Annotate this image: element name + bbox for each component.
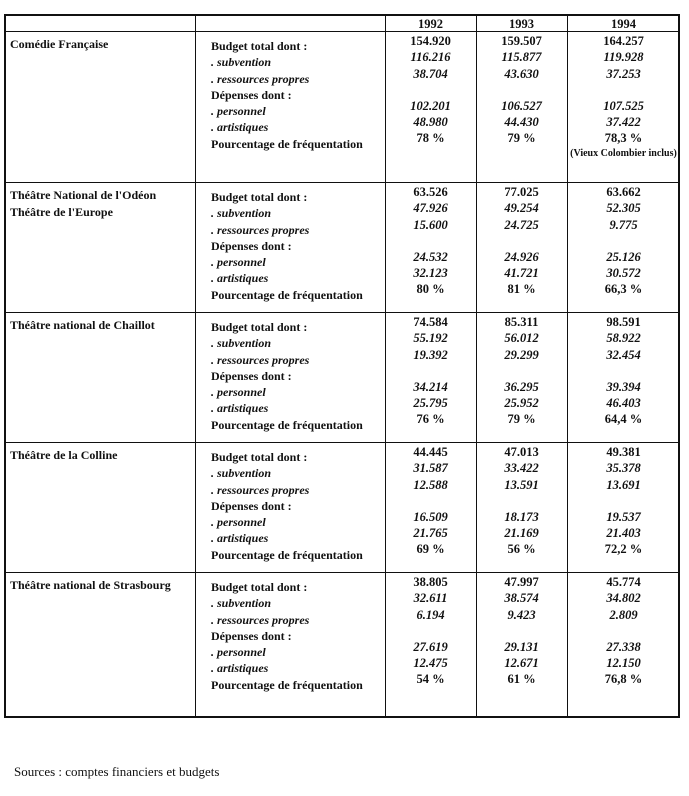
label-depenses: Dépenses dont : [211, 628, 292, 643]
value-frequentation: 78,3 % [604, 131, 643, 146]
theatre-row [4, 183, 680, 313]
value-artistiques: 21.169 [504, 526, 539, 541]
value-frequentation: 56 % [507, 542, 536, 557]
label-frequentation: Pourcentage de fréquentation [211, 136, 363, 151]
value-ressources: 24.725 [504, 217, 539, 232]
value-frequentation: 76,8 % [604, 672, 643, 687]
value-frequentation: 81 % [507, 282, 536, 297]
value-artistiques: 32.123 [413, 266, 448, 281]
year-header-1992: 1992 [418, 17, 443, 31]
value-personnel: 24.926 [504, 249, 539, 264]
value-subvention: 119.928 [603, 50, 644, 65]
value-subvention: 115.877 [501, 50, 542, 65]
label-budget: Budget total dont : [211, 190, 308, 204]
value-frequentation: 72,2 % [604, 542, 643, 557]
value-ressources: 15.600 [413, 217, 448, 232]
theatre-row [4, 32, 680, 183]
value-personnel: 25.126 [606, 249, 641, 264]
value-ressources: 43.630 [504, 66, 539, 81]
value-personnel: 34.214 [413, 379, 448, 394]
label-artistiques: . artistiques [211, 661, 269, 676]
row-labels [211, 579, 383, 693]
column-divider [195, 183, 196, 312]
value-note: (Vieux Colombier inclus) [570, 147, 677, 159]
label-depenses: Dépenses dont : [211, 238, 292, 253]
value-ressources: 9.775 [609, 217, 638, 232]
label-ressources: . ressources propres [211, 482, 310, 497]
label-artistiques: . artistiques [211, 531, 269, 546]
label-ressources: . ressources propres [211, 612, 310, 627]
values-1992 [385, 574, 476, 688]
value-budget: 44.445 [413, 445, 448, 459]
label-ressources: . ressources propres [211, 352, 310, 367]
value-subvention: 116.216 [410, 50, 451, 65]
year-header-1994: 1994 [611, 17, 636, 31]
column-divider [195, 16, 196, 31]
value-budget: 49.381 [606, 445, 641, 459]
label-ressources: . ressources propres [211, 222, 310, 237]
value-subvention: 35.378 [606, 461, 641, 476]
row-labels [211, 38, 383, 152]
value-artistiques: 41.721 [504, 266, 539, 281]
label-frequentation: Pourcentage de fréquentation [211, 287, 363, 302]
value-budget: 77.025 [504, 185, 539, 199]
value-ressources: 12.588 [413, 477, 448, 492]
value-artistiques: 12.475 [413, 656, 448, 671]
values-1994 [567, 33, 680, 160]
value-budget: 63.526 [413, 185, 448, 199]
value-budget: 154.920 [410, 34, 451, 48]
sources-note: Sources : comptes financiers et budgets [14, 764, 220, 779]
value-frequentation: 64,4 % [604, 412, 643, 427]
theatre-name: Théâtre de la Colline [10, 448, 118, 462]
value-subvention: 56.012 [504, 331, 539, 346]
label-artistiques: . artistiques [211, 401, 269, 416]
values-1993 [476, 574, 567, 688]
label-subvention: . subvention [211, 206, 272, 221]
label-frequentation: Pourcentage de fréquentation [211, 417, 363, 432]
value-personnel: 36.295 [504, 379, 539, 394]
value-budget: 45.774 [606, 575, 641, 589]
column-divider [195, 573, 196, 716]
value-personnel: 106.527 [501, 98, 542, 113]
value-artistiques: 21.403 [606, 526, 641, 541]
theatre-name: Comédie Française [10, 37, 109, 51]
label-personnel: . personnel [211, 255, 266, 270]
value-subvention: 52.305 [606, 201, 641, 216]
label-frequentation: Pourcentage de fréquentation [211, 547, 363, 562]
label-personnel: . personnel [211, 645, 266, 660]
values-1994 [567, 444, 680, 558]
value-artistiques: 37.422 [606, 115, 641, 130]
value-frequentation: 79 % [507, 131, 536, 146]
values-1992 [385, 33, 476, 147]
values-1992 [385, 184, 476, 298]
value-artistiques: 48.980 [413, 115, 448, 130]
value-subvention: 49.254 [504, 201, 539, 216]
label-budget: Budget total dont : [211, 450, 308, 464]
value-artistiques: 44.430 [504, 115, 539, 130]
value-subvention: 38.574 [504, 591, 539, 606]
value-artistiques: 25.952 [504, 396, 539, 411]
value-subvention: 58.922 [606, 331, 641, 346]
value-ressources: 19.392 [413, 347, 448, 362]
values-1993 [476, 184, 567, 298]
value-budget: 38.805 [413, 575, 448, 589]
value-frequentation: 61 % [507, 672, 536, 687]
values-1993 [476, 314, 567, 428]
label-depenses: Dépenses dont : [211, 87, 292, 102]
value-artistiques: 46.403 [606, 396, 641, 411]
value-ressources: 9.423 [507, 607, 536, 622]
theatre-name: Théâtre national de Chaillot [10, 318, 155, 332]
value-personnel: 102.201 [410, 98, 451, 113]
label-personnel: . personnel [211, 104, 266, 119]
value-personnel: 107.525 [603, 98, 644, 113]
value-artistiques: 12.671 [504, 656, 539, 671]
label-depenses: Dépenses dont : [211, 498, 292, 513]
label-artistiques: . artistiques [211, 271, 269, 286]
value-personnel: 19.537 [606, 509, 641, 524]
value-ressources: 13.691 [606, 477, 641, 492]
value-budget: 63.662 [606, 185, 641, 199]
label-budget: Budget total dont : [211, 320, 308, 334]
values-1992 [385, 444, 476, 558]
value-artistiques: 21.765 [413, 526, 448, 541]
value-personnel: 16.509 [413, 509, 448, 524]
value-subvention: 33.422 [504, 461, 539, 476]
row-labels [211, 189, 383, 303]
value-budget: 74.584 [413, 315, 448, 329]
value-personnel: 18.173 [504, 509, 539, 524]
value-personnel: 39.394 [606, 379, 641, 394]
value-subvention: 34.802 [606, 591, 641, 606]
values-1994 [567, 314, 680, 428]
value-frequentation: 78 % [416, 131, 445, 146]
value-budget: 47.013 [504, 445, 539, 459]
value-ressources: 29.299 [504, 347, 539, 362]
value-frequentation: 66,3 % [604, 282, 643, 297]
value-budget: 47.997 [504, 575, 539, 589]
value-ressources: 6.194 [416, 607, 445, 622]
value-ressources: 38.704 [413, 66, 448, 81]
values-1994 [567, 574, 680, 688]
row-labels [211, 449, 383, 563]
label-subvention: . subvention [211, 596, 272, 611]
label-personnel: . personnel [211, 515, 266, 530]
value-ressources: 32.454 [606, 347, 641, 362]
value-personnel: 27.338 [606, 639, 641, 654]
value-artistiques: 25.795 [413, 396, 448, 411]
value-artistiques: 30.572 [606, 266, 641, 281]
value-ressources: 13.591 [504, 477, 539, 492]
values-1994 [567, 184, 680, 298]
value-frequentation: 79 % [507, 412, 536, 427]
label-ressources: . ressources propres [211, 71, 310, 86]
theatre-row [4, 573, 680, 718]
theatre-row [4, 443, 680, 573]
value-artistiques: 12.150 [606, 656, 641, 671]
label-subvention: . subvention [211, 336, 272, 351]
value-frequentation: 54 % [416, 672, 445, 687]
theatre-name: Théâtre National de l'Odéon Théâtre de l'Europe [10, 188, 157, 219]
values-1993 [476, 444, 567, 558]
value-ressources: 2.809 [609, 607, 638, 622]
label-subvention: . subvention [211, 466, 272, 481]
value-personnel: 29.131 [504, 639, 539, 654]
label-frequentation: Pourcentage de fréquentation [211, 677, 363, 692]
theatre-row [4, 313, 680, 443]
value-frequentation: 76 % [416, 412, 445, 427]
value-frequentation: 80 % [416, 282, 445, 297]
value-budget: 164.257 [603, 34, 644, 48]
values-1992 [385, 314, 476, 428]
value-frequentation: 69 % [416, 542, 445, 557]
header-row [4, 14, 680, 32]
column-divider [195, 32, 196, 182]
values-1993 [476, 33, 567, 147]
value-budget: 98.591 [606, 315, 641, 329]
label-artistiques: . artistiques [211, 120, 269, 135]
year-header-1993: 1993 [509, 17, 534, 31]
value-subvention: 55.192 [413, 331, 448, 346]
label-personnel: . personnel [211, 385, 266, 400]
column-divider [195, 313, 196, 442]
column-divider [195, 443, 196, 572]
budget-table [4, 14, 680, 718]
theatre-name: Théâtre national de Strasbourg [10, 578, 171, 592]
value-subvention: 31.587 [413, 461, 448, 476]
value-subvention: 32.611 [413, 591, 448, 606]
label-budget: Budget total dont : [211, 39, 308, 53]
label-budget: Budget total dont : [211, 580, 308, 594]
row-labels [211, 319, 383, 433]
value-budget: 159.507 [501, 34, 542, 48]
value-personnel: 27.619 [413, 639, 448, 654]
value-personnel: 24.532 [413, 249, 448, 264]
value-subvention: 47.926 [413, 201, 448, 216]
value-ressources: 37.253 [606, 66, 641, 81]
value-budget: 85.311 [504, 315, 539, 329]
label-depenses: Dépenses dont : [211, 368, 292, 383]
label-subvention: . subvention [211, 55, 272, 70]
